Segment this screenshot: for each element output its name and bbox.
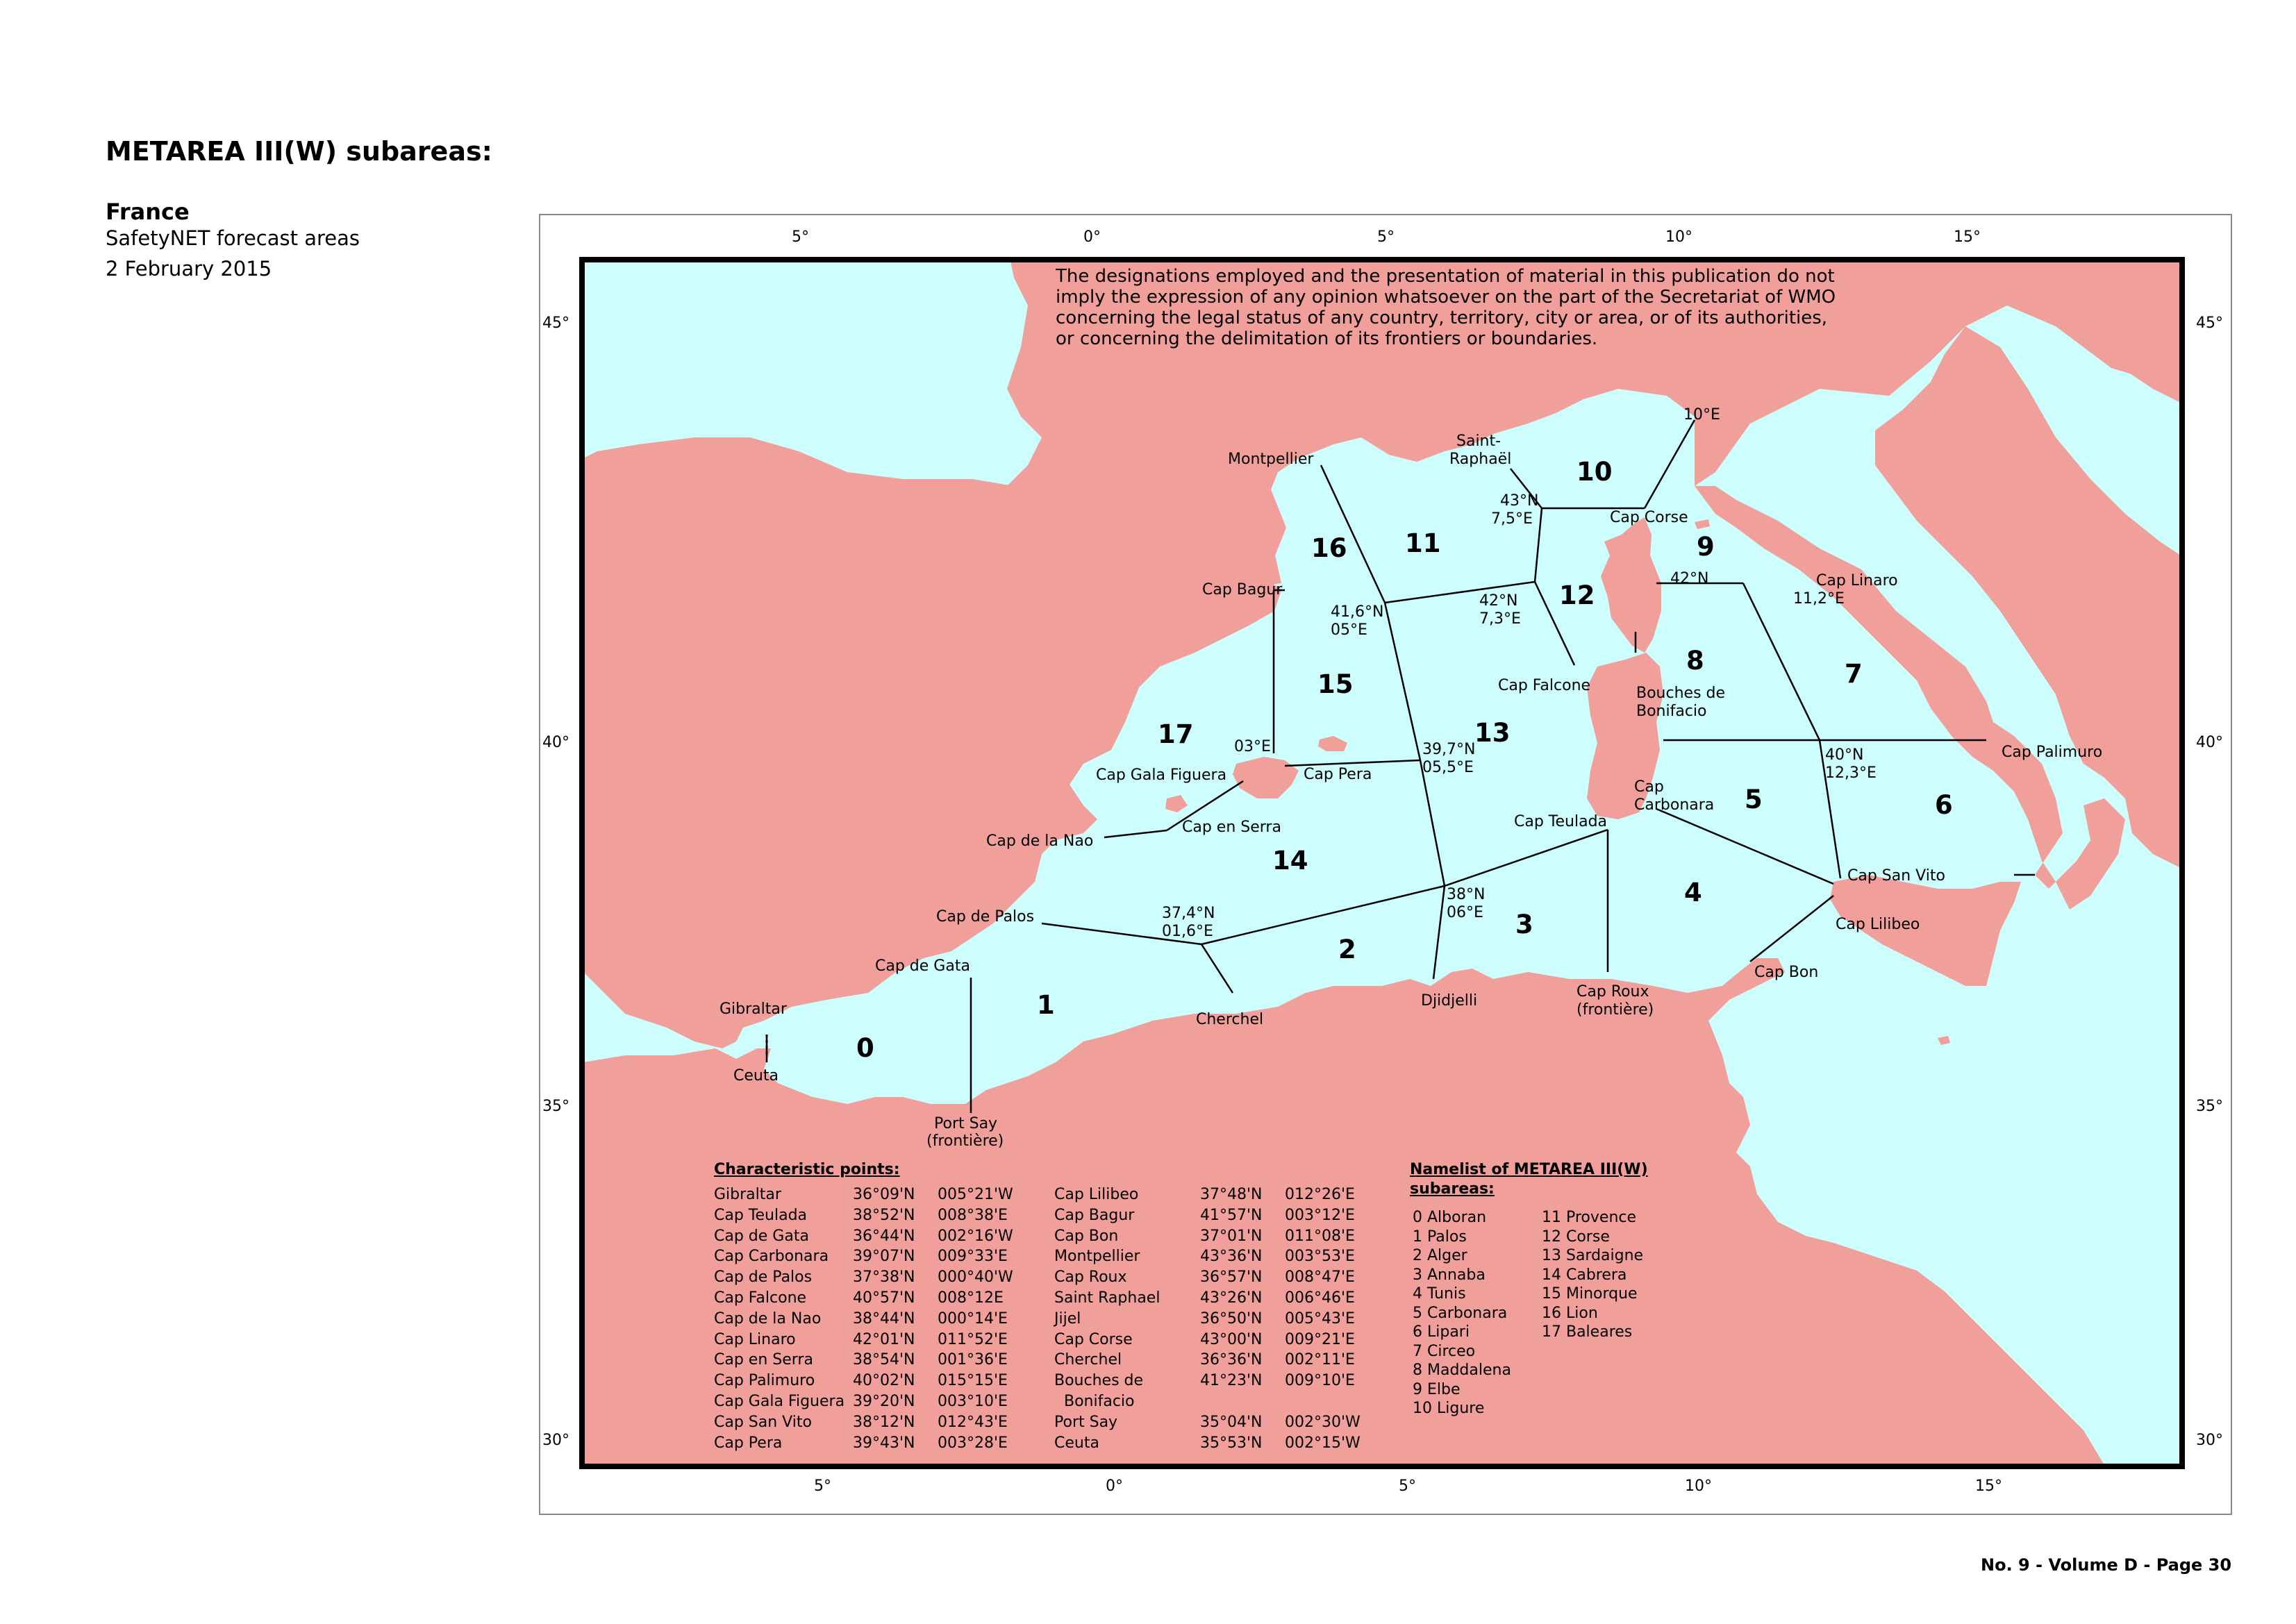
tick-bottom-2: 0° (1106, 1477, 1123, 1495)
namelist-item: 3 Annaba (1413, 1266, 1486, 1284)
point-latitude: 37°38'N (853, 1269, 915, 1287)
characteristic-point-row (714, 1309, 1381, 1330)
point-name: Cap Carbonara (714, 1248, 829, 1266)
point-name: Cap Teulada (714, 1206, 808, 1224)
point-longitude: 000°14'E (938, 1309, 1008, 1328)
point-name: Bouches de (1054, 1372, 1144, 1390)
point-name: Gibraltar (714, 1186, 781, 1203)
point-latitude: 39°43'N (853, 1434, 915, 1452)
namelist-item: 5 Carbonara (1413, 1304, 1508, 1322)
area-15: 15 (1317, 669, 1354, 699)
tick-left-2: 40° (542, 734, 569, 751)
point-longitude: 008°38'E (938, 1206, 1008, 1224)
characteristic-point-row (714, 1350, 1381, 1371)
point-longitude: 009°33'E (938, 1248, 1008, 1266)
point-name: Cap de Gata (714, 1227, 809, 1245)
point-latitude: 36°57'N (1200, 1269, 1263, 1287)
label-cap-linaro: Cap Linaro (1816, 572, 1898, 589)
tick-left-1: 45° (542, 315, 569, 332)
label-port-say-note: (frontière) (926, 1132, 1004, 1150)
point-longitude: 005°43'E (1285, 1309, 1355, 1328)
namelist-item: 9 Elbe (1413, 1380, 1461, 1398)
point-latitude: 41°23'N (1200, 1372, 1263, 1390)
tick-right-4: 30° (2196, 1432, 2223, 1449)
namelist-heading-2: subareas: (1410, 1180, 1495, 1198)
coord-055e: 05,5°E (1422, 759, 1474, 776)
point-latitude: 43°26'N (1200, 1289, 1263, 1307)
namelist-item: 7 Circeo (1413, 1342, 1476, 1360)
area-4: 4 (1684, 878, 1702, 907)
page-title: METAREA III(W) subareas: (106, 136, 492, 167)
coord-42n-a: 42°N (1479, 592, 1518, 610)
label-gibraltar: Gibraltar (719, 1001, 787, 1018)
characteristic-points-table (714, 1184, 1381, 1462)
area-12: 12 (1559, 580, 1595, 610)
label-cap-corse: Cap Corse (1610, 509, 1688, 526)
namelist-item: 2 Alger (1413, 1247, 1467, 1264)
label-cap-teulada: Cap Teulada (1514, 813, 1608, 830)
point-name: Saint Raphael (1054, 1289, 1161, 1307)
point-longitude: 001°36'E (938, 1351, 1008, 1369)
characteristic-point-row (714, 1391, 1381, 1412)
point-longitude: 011°08'E (1285, 1227, 1355, 1245)
tick-bottom-5: 15° (1975, 1477, 2002, 1495)
label-cap-gala-figuera: Cap Gala Figuera (1096, 767, 1227, 784)
date: 2 February 2015 (106, 257, 272, 281)
point-latitude: 42°01'N (853, 1330, 915, 1348)
label-cap-pera: Cap Pera (1304, 766, 1372, 783)
point-longitude: 002°16'W (938, 1227, 1013, 1245)
characteristic-point-row (714, 1433, 1381, 1454)
point-longitude: 003°12'E (1285, 1206, 1355, 1224)
area-10: 10 (1577, 457, 1613, 487)
point-name: Cap Palimuro (714, 1372, 815, 1390)
tick-bottom-1: 5° (814, 1477, 831, 1495)
point-latitude: 43°00'N (1200, 1330, 1263, 1348)
point-longitude: 011°52'E (938, 1330, 1008, 1348)
tick-top-4: 10° (1665, 228, 1692, 246)
point-latitude: 38°44'N (853, 1309, 915, 1328)
label-cherchel: Cherchel (1196, 1011, 1264, 1028)
area-13: 13 (1474, 718, 1511, 748)
point-longitude: 003°10'E (938, 1393, 1008, 1410)
label-cap-carbonara-2: Carbonara (1634, 796, 1715, 814)
coord-06e: 06°E (1447, 904, 1483, 921)
characteristic-point-row (714, 1184, 1381, 1205)
area-6: 6 (1935, 790, 1953, 820)
point-name: Bonifacio (1054, 1393, 1135, 1410)
point-longitude: 005°21'W (938, 1186, 1013, 1203)
characteristic-point-row (714, 1205, 1381, 1226)
tick-right-1: 45° (2196, 315, 2223, 332)
area-2: 2 (1338, 935, 1356, 964)
point-latitude: 38°12'N (853, 1413, 915, 1431)
label-cap-roux-note: (frontière) (1577, 1001, 1654, 1019)
label-cap-de-gata: Cap de Gata (875, 957, 970, 975)
label-cap-bon: Cap Bon (1754, 964, 1819, 981)
point-longitude: 015°15'E (938, 1372, 1008, 1390)
point-longitude: 008°47'E (1285, 1269, 1355, 1287)
namelist-item: 1 Palos (1413, 1228, 1467, 1246)
namelist-item: 16 Lion (1542, 1304, 1598, 1322)
point-latitude: 40°02'N (853, 1372, 915, 1390)
coord-112e: 11,2°E (1793, 590, 1845, 608)
point-name: Port Say (1054, 1413, 1118, 1431)
label-cap-bagur: Cap Bagur (1202, 581, 1283, 598)
point-longitude: 003°28'E (938, 1434, 1008, 1452)
coord-416n: 41,6°N (1331, 603, 1384, 621)
area-17: 17 (1158, 719, 1194, 749)
namelist-item: 14 Cabrera (1542, 1266, 1627, 1284)
namelist-heading-1: Namelist of METAREA III(W) (1410, 1161, 1648, 1178)
point-latitude: 43°36'N (1200, 1248, 1263, 1266)
point-name: Cap Lilibeo (1054, 1186, 1139, 1203)
area-5: 5 (1745, 785, 1763, 814)
point-latitude: 36°09'N (853, 1186, 915, 1203)
point-name: Cap Pera (714, 1434, 783, 1452)
namelist-item: 4 Tunis (1413, 1285, 1466, 1303)
coord-03e: 03°E (1234, 738, 1271, 755)
point-name: Cap Linaro (714, 1330, 796, 1348)
label-cap-de-palos: Cap de Palos (936, 908, 1035, 926)
characteristic-point-row (714, 1246, 1381, 1267)
coord-397n: 39,7°N (1422, 741, 1476, 758)
point-name: Cap San Vito (714, 1413, 812, 1431)
point-name: Ceuta (1054, 1434, 1099, 1452)
point-name: Cap Bagur (1054, 1206, 1135, 1224)
tick-right-3: 35° (2196, 1098, 2223, 1115)
point-latitude: 36°44'N (853, 1227, 915, 1245)
area-0: 0 (856, 1033, 874, 1063)
characteristic-point-row (714, 1288, 1381, 1309)
label-cap-falcone: Cap Falcone (1498, 677, 1591, 694)
area-7: 7 (1845, 659, 1863, 689)
point-name: Cap Corse (1054, 1330, 1133, 1348)
namelist-item: 12 Corse (1542, 1228, 1610, 1246)
label-cap-palimuro: Cap Palimuro (2002, 744, 2103, 761)
label-djidjelli: Djidjelli (1421, 992, 1478, 1010)
point-name: Cap Gala Figuera (714, 1393, 845, 1410)
point-longitude: 000°40'W (938, 1269, 1013, 1287)
characteristic-point-row (714, 1226, 1381, 1247)
area-11: 11 (1405, 528, 1441, 558)
area-3: 3 (1515, 910, 1533, 939)
point-longitude: 003°53'E (1285, 1248, 1355, 1266)
country-heading: France (106, 199, 190, 225)
area-16: 16 (1311, 533, 1347, 563)
label-montpellier: Montpellier (1228, 451, 1314, 468)
namelist-item: 11 Provence (1542, 1209, 1637, 1226)
point-latitude: 39°07'N (853, 1248, 915, 1266)
namelist-column-1 (1413, 1208, 1511, 1418)
point-latitude: 36°36'N (1200, 1351, 1263, 1369)
characteristic-point-row (714, 1371, 1381, 1391)
namelist-item: 10 Ligure (1413, 1400, 1485, 1417)
point-name: Cap Bon (1054, 1227, 1119, 1245)
coord-38n: 38°N (1447, 886, 1486, 903)
coord-43n: 43°N (1500, 492, 1539, 510)
label-cap-de-la-nao: Cap de la Nao (986, 832, 1094, 850)
point-latitude: 37°01'N (1200, 1227, 1263, 1245)
point-latitude: 35°04'N (1200, 1413, 1263, 1431)
label-bouches-1: Bouches de (1636, 685, 1726, 702)
point-longitude: 006°46'E (1285, 1289, 1355, 1307)
tick-bottom-3: 5° (1399, 1477, 1416, 1495)
label-port-say: Port Say (934, 1115, 998, 1132)
point-latitude: 39°20'N (853, 1393, 915, 1410)
coord-016e: 01,6°E (1162, 923, 1213, 940)
point-longitude: 008°12E (938, 1289, 1004, 1307)
tick-left-4: 30° (542, 1432, 569, 1449)
point-name: Cap de la Nao (714, 1309, 822, 1328)
coord-42n-b: 42°N (1670, 570, 1709, 587)
point-latitude: 37°48'N (1200, 1186, 1263, 1203)
point-name: Cap Roux (1054, 1269, 1127, 1287)
point-name: Cap de Palos (714, 1269, 813, 1287)
namelist-item: 0 Alboran (1413, 1209, 1487, 1226)
label-saint-raphael-1: Saint- (1456, 433, 1501, 450)
point-longitude: 009°21'E (1285, 1330, 1355, 1348)
disclaimer: The designations employed and the presentation of material in this publication do not imply the expression of any opinion whatsoever on the part of the Secretariat of WMO concerning the legal status of any country, territory, city or area, or of its authorities, or concerning the delimitation of its frontiers or boundaries. (1056, 266, 1836, 349)
namelist-item: 6 Lipari (1413, 1323, 1470, 1341)
coord-374n: 37,4°N (1162, 905, 1215, 922)
point-latitude: 40°57'N (853, 1289, 915, 1307)
point-name: Jijel (1054, 1309, 1081, 1328)
point-longitude: 012°26'E (1285, 1186, 1355, 1203)
namelist-column-2 (1542, 1208, 1643, 1342)
subtitle: SafetyNET forecast areas (106, 226, 360, 250)
point-longitude: 012°43'E (938, 1413, 1008, 1431)
label-cap-roux: Cap Roux (1577, 983, 1649, 1001)
point-latitude: 35°53'N (1200, 1434, 1263, 1452)
label-cap-lilibeo: Cap Lilibeo (1836, 916, 1920, 933)
namelist-item: 15 Minorque (1542, 1285, 1638, 1303)
coord-123e: 12,3°E (1825, 764, 1877, 782)
coord-73e: 7,3°E (1479, 610, 1521, 628)
coord-40n: 40°N (1825, 746, 1864, 764)
area-14: 14 (1272, 846, 1308, 876)
label-cap-san-vito: Cap San Vito (1847, 867, 1945, 885)
tick-top-2: 0° (1083, 228, 1101, 246)
point-name: Montpellier (1054, 1248, 1140, 1266)
point-latitude: 41°57'N (1200, 1206, 1263, 1224)
point-name: Cap en Serra (714, 1351, 813, 1369)
tick-top-5: 15° (1954, 228, 1981, 246)
point-longitude: 002°11'E (1285, 1351, 1355, 1369)
area-8: 8 (1686, 646, 1704, 676)
point-longitude: 002°15'W (1285, 1434, 1361, 1452)
point-latitude: 38°54'N (853, 1351, 915, 1369)
coord-10e: 10°E (1683, 406, 1720, 424)
tick-right-2: 40° (2196, 734, 2223, 751)
namelist-item: 8 Maddalena (1413, 1362, 1511, 1379)
label-cap-en-serra: Cap en Serra (1182, 819, 1281, 836)
point-name: Cap Falcone (714, 1289, 807, 1307)
namelist-item: 17 Baleares (1542, 1323, 1633, 1341)
characteristic-point-row (714, 1330, 1381, 1350)
coord-05e: 05°E (1331, 621, 1367, 639)
page-footer: No. 9 - Volume D - Page 30 (1981, 1555, 2232, 1575)
characteristic-point-row (714, 1412, 1381, 1433)
tick-top-3: 5° (1377, 228, 1395, 246)
label-saint-raphael-2: Raphaël (1449, 451, 1512, 468)
label-cap-carbonara-1: Cap (1634, 778, 1664, 796)
characteristic-points-heading: Characteristic points: (714, 1161, 900, 1178)
tick-bottom-4: 10° (1685, 1477, 1712, 1495)
point-longitude: 009°10'E (1285, 1372, 1355, 1390)
point-longitude: 002°30'W (1285, 1413, 1361, 1431)
characteristic-point-row (714, 1267, 1381, 1288)
point-latitude: 36°50'N (1200, 1309, 1263, 1328)
label-bouches-2: Bonifacio (1636, 703, 1707, 720)
namelist-item: 13 Sardaigne (1542, 1247, 1644, 1264)
area-1: 1 (1037, 990, 1055, 1020)
area-9: 9 (1697, 532, 1715, 562)
coord-75e: 7,5°E (1491, 510, 1533, 528)
tick-top-1: 5° (792, 228, 809, 246)
tick-left-3: 35° (542, 1098, 569, 1115)
label-ceuta: Ceuta (733, 1067, 779, 1085)
point-latitude: 38°52'N (853, 1206, 915, 1224)
point-name: Cherchel (1054, 1351, 1122, 1369)
